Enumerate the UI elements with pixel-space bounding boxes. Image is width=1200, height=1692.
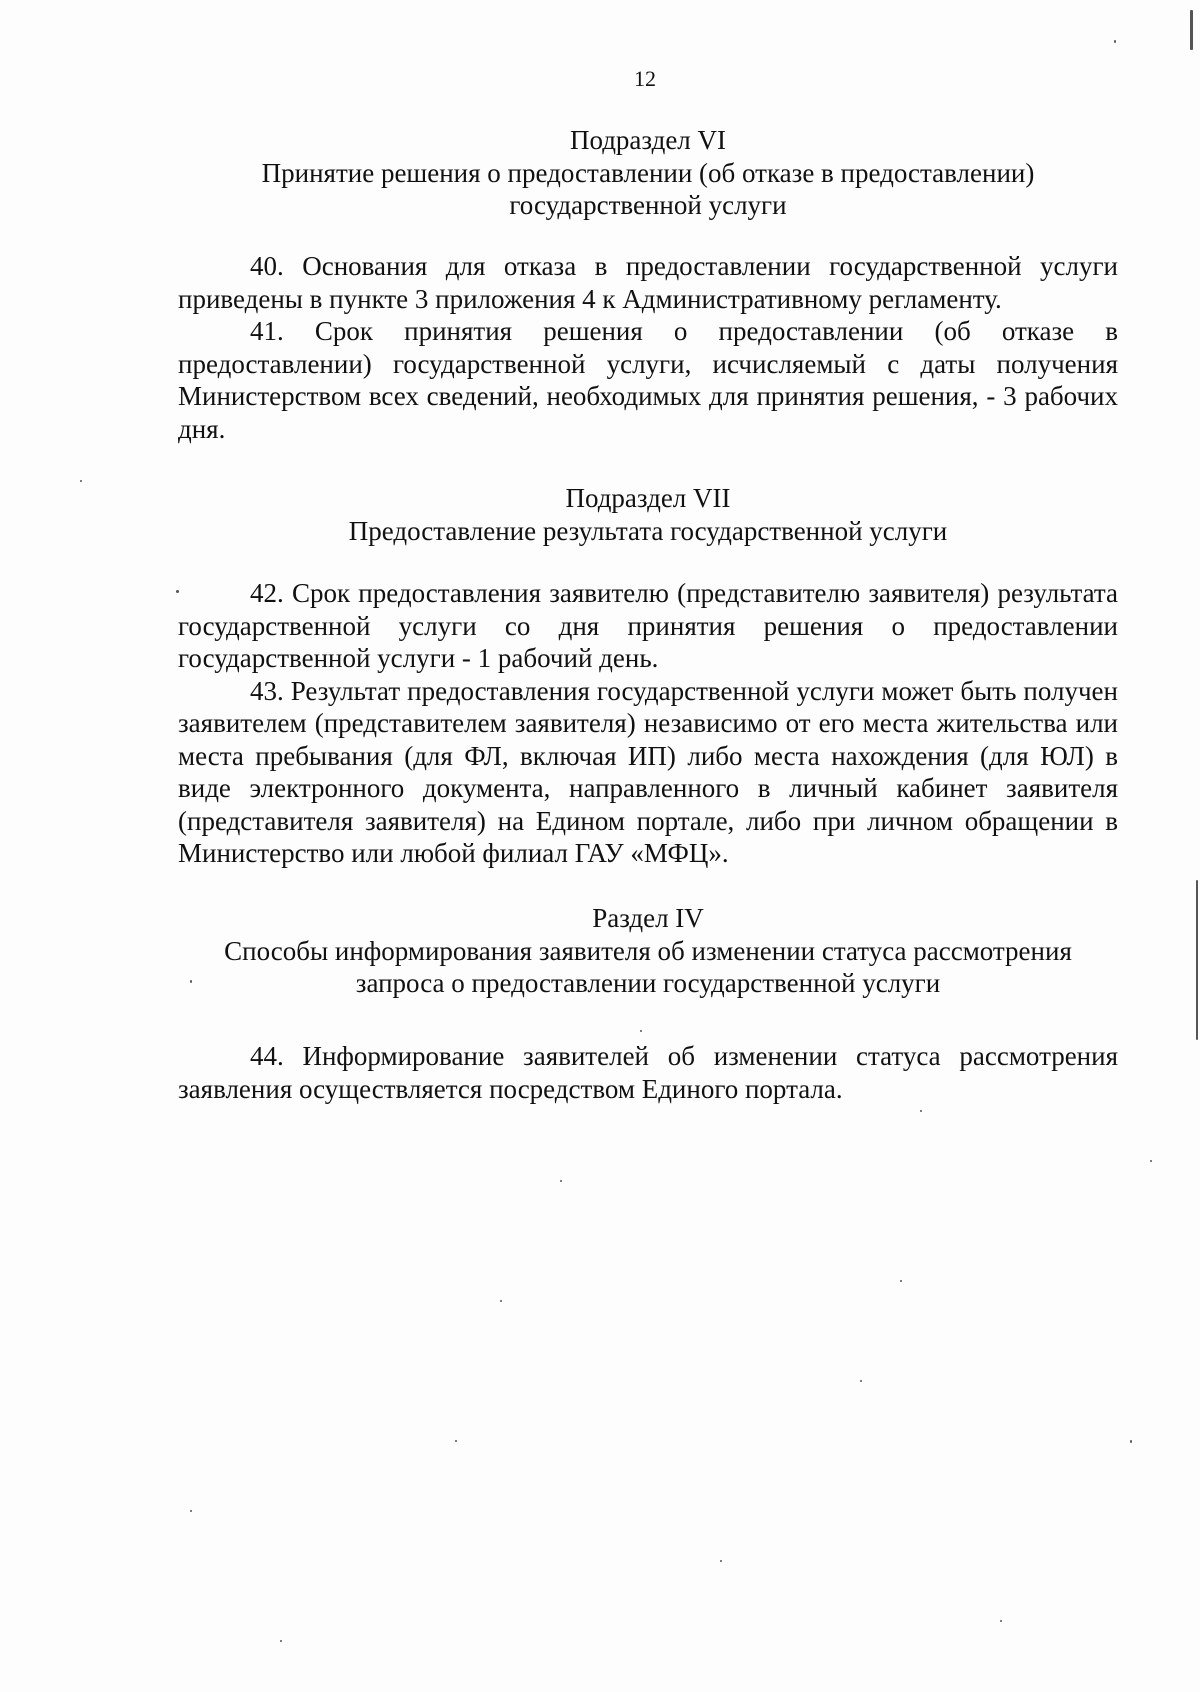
- paragraph-41: 41. Срок принятия решения о предоставлении (об отказе в предоставлении) государственной услуги, исчисляемый с даты получения Министерством всех сведений, необходимых для принятия решения, - 3 рабочих дня.: [178, 316, 1118, 444]
- scan-speck: [500, 1300, 502, 1302]
- scan-speck: [720, 1560, 722, 1562]
- scan-speck: [455, 1440, 457, 1442]
- section-title: Подраздел VII: [565, 483, 731, 513]
- scan-speck: [1114, 40, 1116, 43]
- section-title: Раздел IV: [592, 903, 704, 933]
- scan-speck: [920, 1110, 922, 1112]
- paragraph-40: 40. Основания для отказа в предоставлении государственной услуги приведены в пункте 3 приложения 4 к Административному регламенту.: [178, 251, 1118, 314]
- scan-speck: [860, 1380, 862, 1382]
- section-subtitle-line: государственной услуги: [509, 190, 787, 220]
- scan-speck: [1130, 1440, 1132, 1443]
- scan-edge: [1196, 880, 1198, 1040]
- section-body-iv: [178, 1040, 1118, 1105]
- scan-speck: [190, 980, 192, 983]
- scan-speck: [190, 1510, 192, 1512]
- section-subtitle-line: Предоставление результата государственной услуги: [348, 515, 948, 546]
- scan-speck: [640, 1030, 642, 1032]
- scan-speck: [900, 1280, 902, 1282]
- section-body-vi: [178, 250, 1118, 445]
- scan-edge: [1190, 10, 1193, 50]
- section-heading-iv: [178, 902, 1118, 1000]
- section-heading-vii: [178, 482, 1118, 547]
- scan-speck: [560, 1180, 562, 1182]
- scan-speck: [80, 480, 82, 482]
- scan-speck: [1000, 1620, 1002, 1622]
- section-subtitle-line: Способы информирования заявителя об изменении статуса рассмотрения: [224, 935, 1072, 966]
- scan-speck: [280, 1640, 282, 1642]
- section-title: Подраздел VI: [569, 125, 727, 155]
- paragraph-44: 44. Информирование заявителей об изменении статуса рассмотрения заявления осуществляется посредством Единого портала.: [178, 1041, 1118, 1104]
- section-heading-vi: [178, 124, 1118, 222]
- section-subtitle-line: запроса о предоставлении государственной услуги: [355, 968, 941, 998]
- scan-speck: [176, 590, 179, 593]
- page-number: 12: [634, 66, 656, 91]
- section-subtitle-line: Принятие решения о предоставлении (об отказе в предоставлении): [261, 157, 1035, 188]
- paragraph-42: 42. Срок предоставления заявителю (представителю заявителя) результата государственной услуги со дня принятия решения о предоставлении государственной услуги - 1 рабочий день.: [178, 578, 1118, 673]
- section-body-vii: [178, 577, 1118, 870]
- scan-speck: [1150, 1160, 1152, 1162]
- paragraph-43: 43. Результат предоставления государственной услуги может быть получен заявителем (представителем заявителя) независимо от его места жительства или места пребывания (для ФЛ, включая ИП) либо места нахождения (для ЮЛ) в виде электронного документа, направленного в личный кабинет заявителя (представителя заявителя) на Едином портале, либо при личном обращении в Министерство или любой филиал ГАУ «МФЦ».: [178, 675, 1118, 868]
